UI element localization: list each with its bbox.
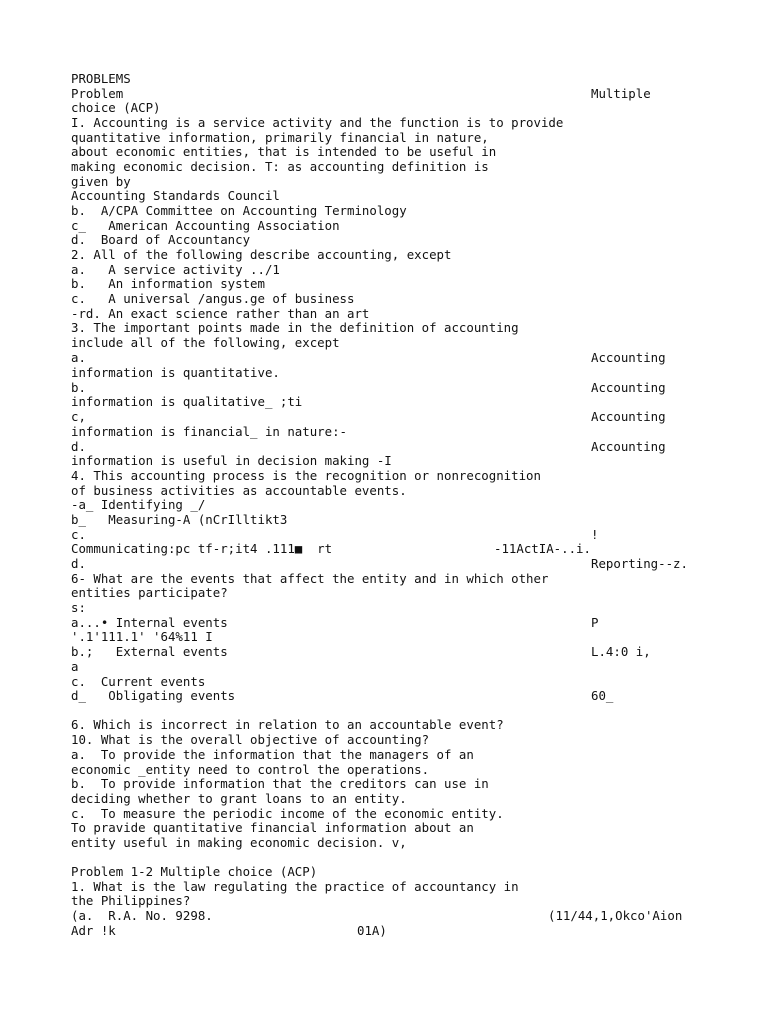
line: Problem: [71, 86, 124, 101]
line: a...• Internal events: [71, 615, 228, 630]
line: 6. Which is incorrect in relation to an accountable event?: [71, 717, 504, 732]
line: -a_ Identifying _/: [71, 497, 206, 512]
line: about economic entities, that is intended to be useful in: [71, 144, 497, 159]
right-text: Accounting: [591, 350, 666, 365]
line: deciding whether to grant loans to an entity.: [71, 791, 407, 806]
line: c. Current events: [71, 674, 206, 689]
line: Accounting Standards Council: [71, 188, 280, 203]
line: c. To measure the periodic income of the economic entity.: [71, 806, 504, 821]
line: b_ Measuring-A (nCrIlltikt3: [71, 512, 288, 527]
line: Problem 1-2 Multiple choice (ACP): [71, 864, 318, 879]
line: 1. What is the law regulating the practice of accountancy in: [71, 879, 519, 894]
line: 4. This accounting process is the recognition or nonrecognition: [71, 468, 541, 483]
line: b. A/CPA Committee on Accounting Terminology: [71, 203, 407, 218]
line: entities participate?: [71, 585, 228, 600]
right-text: Accounting: [591, 409, 666, 424]
right-text: L.4:0 i,: [591, 644, 651, 659]
line: making economic decision. T: as accounting definition is: [71, 159, 489, 174]
right-text: P: [591, 615, 599, 630]
right-text: Multiple: [591, 86, 651, 101]
right-text: Reporting--z.: [591, 556, 688, 571]
line: the Philippines?: [71, 893, 191, 908]
line: c. A universal /angus.ge of business: [71, 291, 355, 306]
line: c_ American Accounting Association: [71, 218, 340, 233]
line: 10. What is the overall objective of accounting?: [71, 732, 430, 747]
line: I. Accounting is a service activity and the function is to provide: [71, 115, 564, 130]
line: quantitative information, primarily financial in nature,: [71, 130, 489, 145]
line: a.: [71, 350, 86, 365]
line: c.: [71, 527, 86, 542]
line: information is quantitative.: [71, 365, 280, 380]
right-text: (11/44,1,Okco'Aion: [548, 908, 683, 923]
line: include all of the following, except: [71, 335, 340, 350]
line: d.: [71, 556, 86, 571]
mid-text: 01A): [357, 923, 387, 938]
line: information is useful in decision making -I: [71, 453, 392, 468]
right-text: 60_: [591, 688, 614, 703]
line: (a. R.A. No. 9298.: [71, 908, 213, 923]
line: information is qualitative_ ;ti: [71, 394, 303, 409]
line: a. To provide the information that the managers of an: [71, 747, 474, 762]
line: b.; External events: [71, 644, 228, 659]
line: d. Board of Accountancy: [71, 232, 251, 247]
line: s:: [71, 600, 86, 615]
mid-text: -11ActIA-..i.: [494, 541, 591, 556]
line: 3. The important points made in the definition of accounting: [71, 320, 519, 335]
line: b. An information system: [71, 276, 265, 291]
line: choice (ACP): [71, 100, 161, 115]
line: c,: [71, 409, 86, 424]
line: Communicating:pc tf-r;it4 .111■ rt: [71, 541, 333, 556]
line: a. A service activity ../1: [71, 262, 280, 277]
line: given by: [71, 174, 131, 189]
line: -rd. An exact science rather than an art: [71, 306, 370, 321]
line: 6- What are the events that affect the entity and in which other: [71, 571, 549, 586]
line: economic _entity need to control the operations.: [71, 762, 430, 777]
line: Adr !k: [71, 923, 116, 938]
line: d.: [71, 439, 86, 454]
line: information is financial_ in nature:-: [71, 424, 348, 439]
line: d_ Obligating events: [71, 688, 236, 703]
right-text: Accounting: [591, 380, 666, 395]
line: 2. All of the following describe accounting, except: [71, 247, 452, 262]
line: b. To provide information that the creditors can use in: [71, 776, 489, 791]
line: PROBLEMS: [71, 71, 131, 86]
line: b.: [71, 380, 86, 395]
line: '.1'111.1' '64%11 I: [71, 629, 213, 644]
line: To pravide quantitative financial information about an: [71, 820, 474, 835]
right-text: !: [591, 527, 599, 542]
line: of business activities as accountable events.: [71, 483, 407, 498]
line: entity useful in making economic decision. v,: [71, 835, 407, 850]
right-text: Accounting: [591, 439, 666, 454]
line: a: [71, 659, 79, 674]
